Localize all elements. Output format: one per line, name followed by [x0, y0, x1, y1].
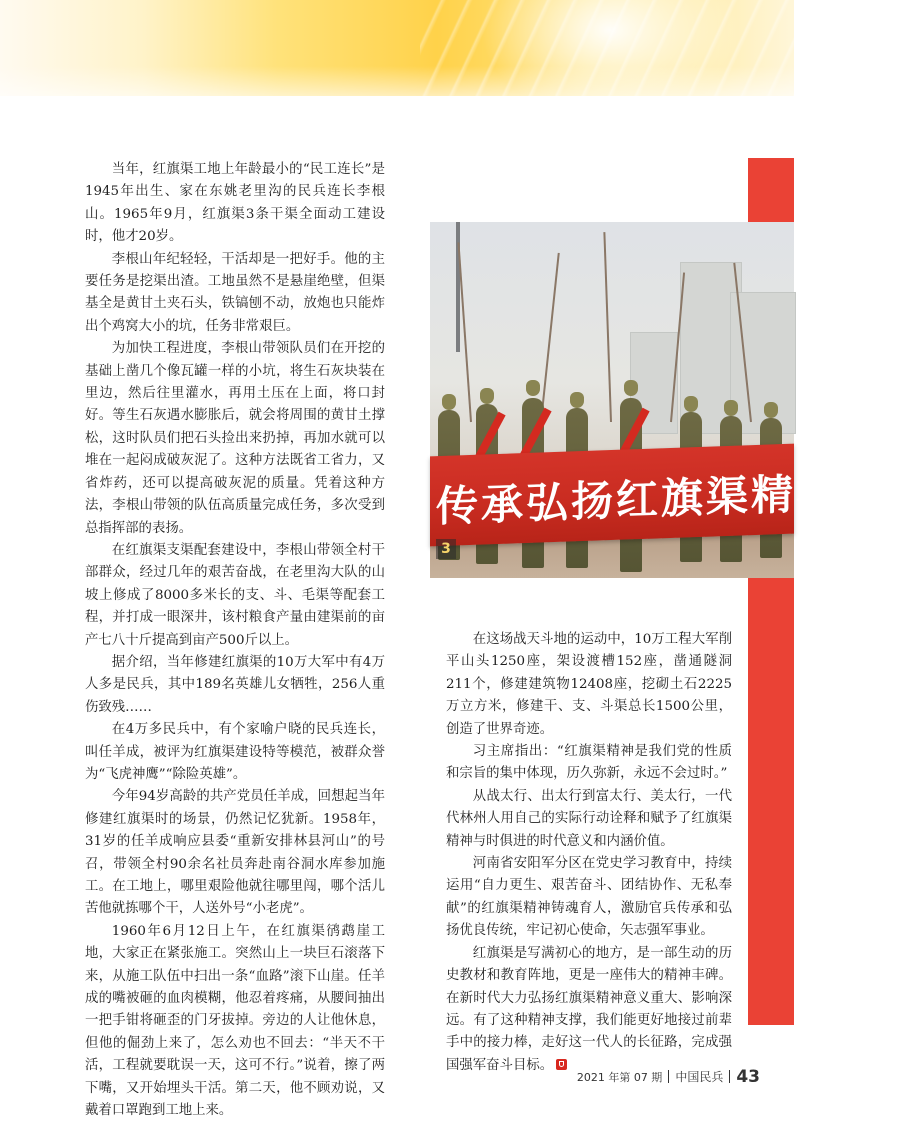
photo-number: 3 [436, 539, 456, 559]
photo-soldier-head [724, 400, 738, 416]
footer-divider [668, 1070, 669, 1083]
paragraph: 在这场战天斗地的运动中，10万工程大军削平山头1250座，架设渡槽152座，凿通隧洞211个，修建建筑物12408座，挖砌土石2225万立方米，修建干、支、斗渠总长1500公里，创造了世界奇迹。 [446, 632, 732, 737]
paragraph: 当年，红旗渠工地上年龄最小的“民工连长”是1945年出生、家在东姚老里沟的民兵连长李根山。1965年9月，红旗渠3条干渠全面动工建设时，他才20岁。 [85, 162, 385, 245]
issue-label: 2021 年第 07 期 [576, 1071, 663, 1084]
paragraph: 从战太行、出太行到富太行、美太行，一代代林州人用自己的实际行动诠释和赋予了红旗渠精神与时俱进的时代意义和内涵价值。 [446, 788, 732, 849]
magazine-name: 中国民兵 [675, 1070, 724, 1084]
paragraph: 据介绍，当年修建红旗渠的10万大军中有4万人多是民兵，其中189名英雄儿女牺牲，256人重伤致残…… [85, 654, 385, 715]
paragraph-last [446, 943, 732, 1077]
paragraph: 习主席指出：“红旗渠精神是我们党的性质和宗旨的集中体现，历久弥新，永远不会过时。” [446, 744, 732, 782]
header-decoration-band [0, 0, 794, 96]
paragraph: 在4万多民兵中，有个家喻户晓的民兵连长，叫任羊成，被评为红旗渠建设特等模范，被群众誉为“飞虎神鹰”“除险英雄”。 [85, 722, 385, 782]
paragraph: 河南省安阳军分区在党史学习教育中，持续运用“自力更生、艰苦奋斗、团结协作、无私奉献”的红旗渠精神铸魂育人，激励官兵传承和弘扬优良传统，牢记初心使命，矢志强军事业。 [446, 856, 732, 939]
photo-tree [540, 253, 560, 422]
paragraph: 今年94岁高龄的共产党员任羊成，回想起当年修建红旗渠时的场景，仍然记忆犹新。1958年，31岁的任羊成响应县委“重新安排林县河山”的号召，带领全村90余名社员奔赴南谷洞水库参加施工。在工地上，哪里艰险他就往哪里闯，哪个活儿苦他就拣哪个干，人送外号“小老虎”。 [85, 789, 385, 917]
paragraph-text: 红旗渠是写满初心的地方，是一部生动的历史教材和教育阵地，更是一座伟大的精神丰碑。在新时代大力弘扬红旗渠精神意义重大、影响深远。有了这种精神支撑，我们能更好地接过前辈手中的接力棒，走好这一代人的长征路，完成强国强军奋斗目标。 [446, 945, 732, 1073]
photo-soldier-head [526, 380, 540, 396]
page-number: 43 [736, 1067, 760, 1087]
photo-tree [603, 232, 612, 422]
photo-soldier-head [624, 380, 638, 396]
photo-banner [430, 444, 904, 547]
page-footer [500, 1066, 760, 1086]
paragraph: 为加快工程进度，李根山带领队员们在开挖的基础上凿几个像瓦罐一样的小坑，将生石灰块装在里边，然后往里灌水，再用土压在上面，将口封好。等生石灰遇水膨胀后，就会将周围的黄甘土撑松，这时队员们把石头捡出来扔掉，再加水就可以堆在一起闷成破灰泥了。这种方法既省工省力，又省炸药，还可以提高破灰泥的质量。凭着这种方法，李根山带领的队伍高质量完成任务，多次受到总指挥部的表扬。 [85, 341, 385, 536]
banner-text: 传承弘扬红旗渠精神 争 [436, 465, 904, 532]
article-photo [430, 222, 904, 578]
photo-soldier-head [764, 402, 778, 418]
article-right-column [446, 629, 732, 1077]
paragraph: 1960年6月12日上午，在红旗渠鸻鹉崖工地，大家正在紧张施工。突然山上一块巨石滚落下来，从施工队伍中扫出一条“血路”滚下山崖。任羊成的嘴被砸的血肉模糊，他忍着疼痛，从腰间抽出一把手钳将砸歪的门牙拔掉。旁边的人让他休息，但他的倔劲上来了，怎么劝也不回去：“半天不干活，工程就要耽误一天，这可不行。”说着，擦了两下嘴，又开始埋头干活。第二天，他不顾劝说，又戴着口罩跑到工地上来。 [85, 923, 385, 1119]
photo-soldier-head [684, 396, 698, 412]
photo-soldier-head [442, 394, 456, 410]
article-left-column [85, 159, 385, 1122]
photo-soldier-head [480, 388, 494, 404]
header-fade [0, 66, 794, 96]
photo-soldier-head [570, 392, 584, 408]
paragraph: 李根山年纪轻轻，干活却是一把好手。他的主要任务是挖渠出渣。工地虽然不是悬崖绝壁，但渠基全是黄甘土夹石头，铁镐刨不动，放炮也只能炸出个鸡窝大小的坑，任务非常艰巨。 [85, 251, 385, 334]
footer-divider [729, 1070, 730, 1083]
paragraph: 在红旗渠支渠配套建设中，李根山带领全村干部群众，经过几年的艰苦奋战，在老里沟大队的山坡上修成了8000多米长的支、斗、毛渠等配套工程，并打成一眼深井，该村粮食产量由建渠前的亩产七八十斤提高到亩产500斤以上。 [85, 542, 385, 648]
